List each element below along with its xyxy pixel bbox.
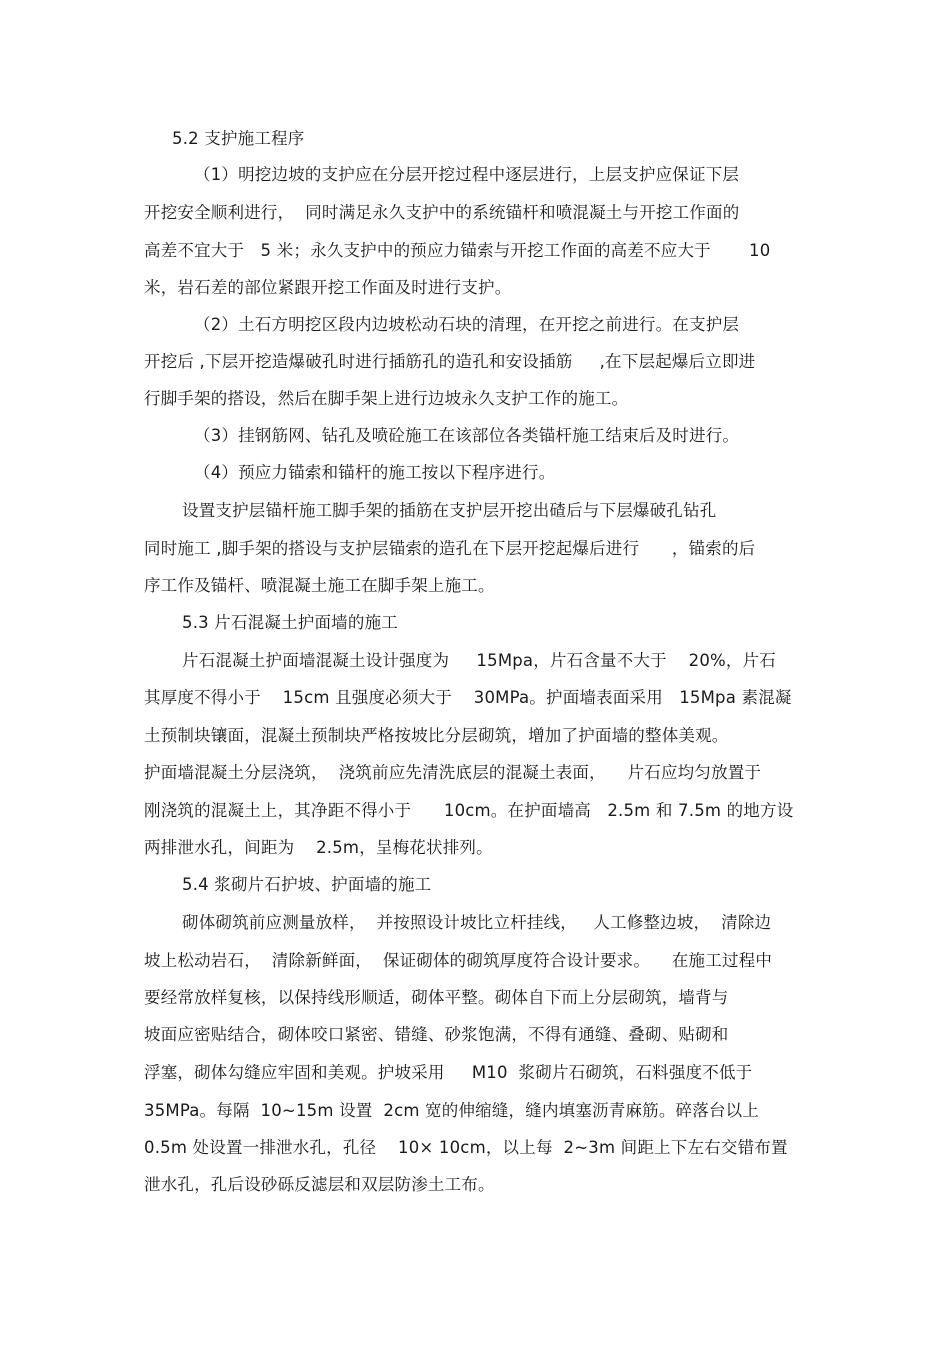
paragraph-line: 序工作及锚杆、喷混凝土施工在脚手架上施工。 bbox=[144, 576, 495, 595]
paragraph-line: （4）预应力锚索和锚杆的施工按以下程序进行。 bbox=[194, 463, 556, 482]
paragraph-line: 0.5m 处设置一排泄水孔，孔径 10× 10cm，以上每 2~3m 间距上下左右交错布置 bbox=[144, 1138, 788, 1157]
paragraph-line: 其厚度不得小于 15cm 且强度必须大于 30MPa。护面墙表面采用 15Mpa 素混凝 bbox=[144, 688, 792, 707]
paragraph-line: 设置支护层锚杆施工脚手架的插筋在支护层开挖出碴后与下层爆破孔钻孔 bbox=[182, 501, 717, 520]
paragraph-line: 高差不宜大于 5 米；永久支护中的预应力锚索与开挖工作面的高差不应大于 10 bbox=[144, 241, 771, 260]
paragraph-line: 砌体砌筑前应测量放样， 并按照设计坡比立杆挂线， 人工修整边坡， 清除边 bbox=[182, 913, 772, 932]
paragraph-line: 护面墙混凝土分层浇筑， 浇筑前应先清洗底层的混凝土表面， 片石应均匀放置于 bbox=[144, 763, 762, 782]
paragraph-line: 坡上松动岩石， 清除新鲜面， 保证砌体的砌筑厚度符合设计要求。 在施工过程中 bbox=[144, 951, 773, 970]
paragraph-line: 35MPa。每隔 10~15m 设置 2cm 宽的伸缩缝，缝内填塞沥青麻筋。碎落台以上 bbox=[144, 1101, 760, 1120]
paragraph-line: 开挖后 ,下层开挖造爆破孔时进行插筋孔的造孔和安设插筋 ,在下层起爆后立即进 bbox=[144, 352, 756, 371]
paragraph-line: （1）明挖边坡的支护应在分层开挖过程中逐层进行，上层支护应保证下层 bbox=[194, 165, 740, 184]
paragraph-line: 两排泄水孔，间距为 2.5m，呈梅花状排列。 bbox=[144, 838, 493, 857]
paragraph-line: 同时施工 ,脚手架的搭设与支护层锚索的造孔在下层开挖起爆后进行 ，锚索的后 bbox=[144, 539, 756, 558]
paragraph-line: 米，岩石差的部位紧跟开挖工作面及时进行支护。 bbox=[144, 278, 512, 297]
section-heading-5-4: 5.4 浆砌片石护坡、护面墙的施工 bbox=[182, 875, 432, 894]
paragraph-line: 要经常放样复核，以保持线形顺适，砌体平整。砌体自下而上分层砌筑，墙背与 bbox=[144, 988, 729, 1007]
paragraph-line: 泄水孔，孔后设砂砾反滤层和双层防渗土工布。 bbox=[144, 1175, 495, 1194]
paragraph-line: （3）挂钢筋网、钻孔及喷砼施工在该部位各类锚杆施工结束后及时进行。 bbox=[194, 426, 740, 445]
paragraph-line: （2）土石方明挖区段内边坡松动石块的清理，在开挖之前进行。在支护层 bbox=[194, 315, 740, 334]
paragraph-line: 坡面应密贴结合，砌体咬口紧密、错缝、砂浆饱满，不得有通缝、叠砌、贴砌和 bbox=[144, 1025, 729, 1044]
paragraph-line: 行脚手架的搭设，然后在脚手架上进行边坡永久支护工作的施工。 bbox=[144, 389, 629, 408]
section-heading-5-2: 5.2 支护施工程序 bbox=[172, 129, 305, 148]
paragraph-line: 土预制块镶面，混凝土预制块严格按坡比分层砌筑，增加了护面墙的整体美观。 bbox=[144, 726, 729, 745]
paragraph-line: 开挖安全顺利进行， 同时满足永久支护中的系统锚杆和喷混凝土与开挖工作面的 bbox=[144, 203, 740, 222]
paragraph-line: 片石混凝土护面墙混凝土设计强度为 15Mpa，片石含量不大于 20%，片石 bbox=[182, 651, 776, 670]
paragraph-line: 刚浇筑的混凝土上，其净距不得小于 10cm。在护面墙高 2.5m 和 7.5m 的地方设 bbox=[144, 801, 794, 820]
section-heading-5-3: 5.3 片石混凝土护面墙的施工 bbox=[182, 613, 398, 632]
paragraph-line: 浮塞，砌体勾缝应牢固和美观。护坡采用 M10 浆砌片石砌筑，石料强度不低于 bbox=[144, 1063, 753, 1082]
